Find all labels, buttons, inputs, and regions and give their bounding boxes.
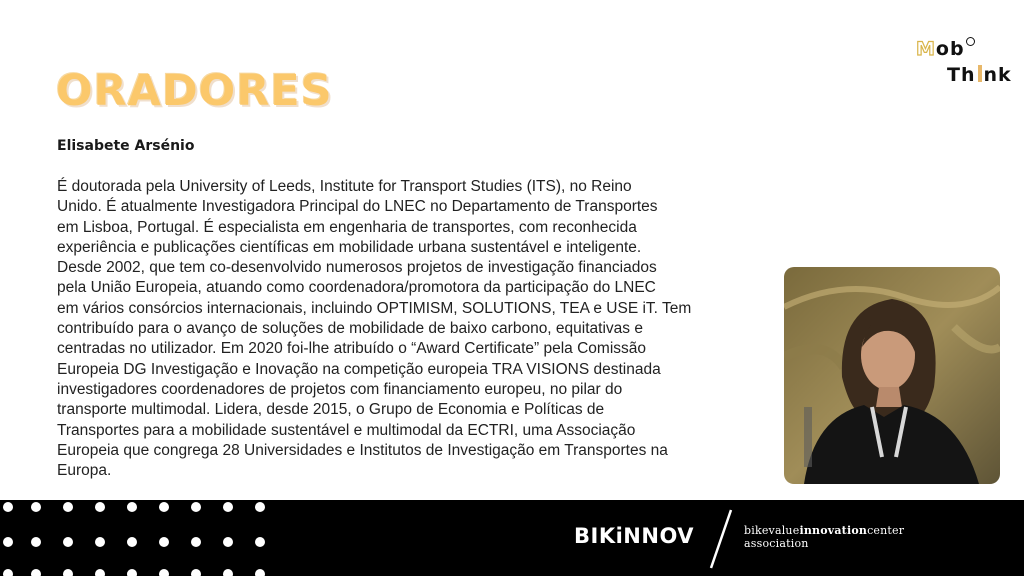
logo-bar-icon — [978, 65, 982, 82]
tagline-bike: bike — [744, 524, 769, 537]
tagline-center: center — [867, 524, 905, 537]
bio-line: transporte multimodal. Lidera, desde 2015, o Grupo de Economia e Políticas de — [57, 401, 605, 419]
bio-line: Unido. É atualmente Investigadora Principal do LNEC no Departamento de Transportes — [57, 198, 658, 216]
speaker-photo — [784, 267, 1000, 484]
page-title: ORADORES — [56, 66, 333, 116]
bio-line: Transportes para a mobilidade sustentável e multimodal da ECTRI, uma Associação — [57, 421, 636, 439]
bio-line: Europeia que congrega 28 Universidades e Institutos de Investigação em Transportes na — [57, 441, 668, 459]
bio-line: Desde 2002, que tem co-desenvolvido numerosos projetos de investigação financiados — [57, 259, 657, 277]
bio-line: centradas no utilizador. Em 2020 foi-lhe atribuído o “Award Certificate” pela Comissão — [57, 340, 647, 358]
logo-row-1 — [916, 38, 975, 60]
mobithink-logo — [916, 38, 1012, 88]
footer-dots — [0, 500, 300, 576]
logo-letters-nk: nk — [983, 64, 1012, 86]
speaker-bio — [57, 177, 777, 481]
bio-line: experiência e publicações científicas em mobilidade urbana sustentável e inteligente. — [57, 238, 642, 256]
logo-row-2 — [947, 64, 1012, 86]
bikinnov-brand: BIKiNNOV — [574, 524, 694, 548]
bio-line: contribuído para o avanço de soluções de mobilidade de baixo carbono, equitativas e — [57, 320, 643, 338]
logo-letters-th: Th — [947, 64, 976, 86]
logo-letter-m: M — [916, 38, 936, 60]
logo-circle-icon — [966, 37, 975, 46]
bio-line: em Lisboa, Portugal. É especialista em engenharia de transportes, com reconhecida — [57, 218, 637, 236]
bikinnov-tagline — [744, 524, 904, 550]
bio-line: em vários consórcios internacionais, incluindo OPTIMISM, SOLUTIONS, TEA e USE iT. Tem — [57, 299, 692, 317]
tagline-innovation: innovation — [799, 524, 868, 537]
bio-line: Europa. — [57, 462, 112, 480]
bio-line: Europeia DG Investigação e Inovação na competição europeia TRA VISIONS destinada — [57, 360, 661, 378]
tagline-line-1 — [744, 524, 904, 537]
tagline-value: value — [768, 524, 800, 537]
bio-line: pela União Europeia, atuando como coordenadora/promotora da participação do LNEC — [57, 279, 656, 297]
logo-letters-ob: ob — [935, 38, 965, 60]
bio-line: investigadores coordenadores de projetos com financiamento europeu, no pilar do — [57, 380, 623, 398]
speaker-name: Elisabete Arsénio — [57, 138, 195, 154]
tagline-line-2: association — [744, 537, 809, 550]
bio-line: É doutorada pela University of Leeds, Institute for Transport Studies (ITS), no Reino — [57, 178, 632, 195]
divider-slash-icon — [705, 508, 735, 570]
